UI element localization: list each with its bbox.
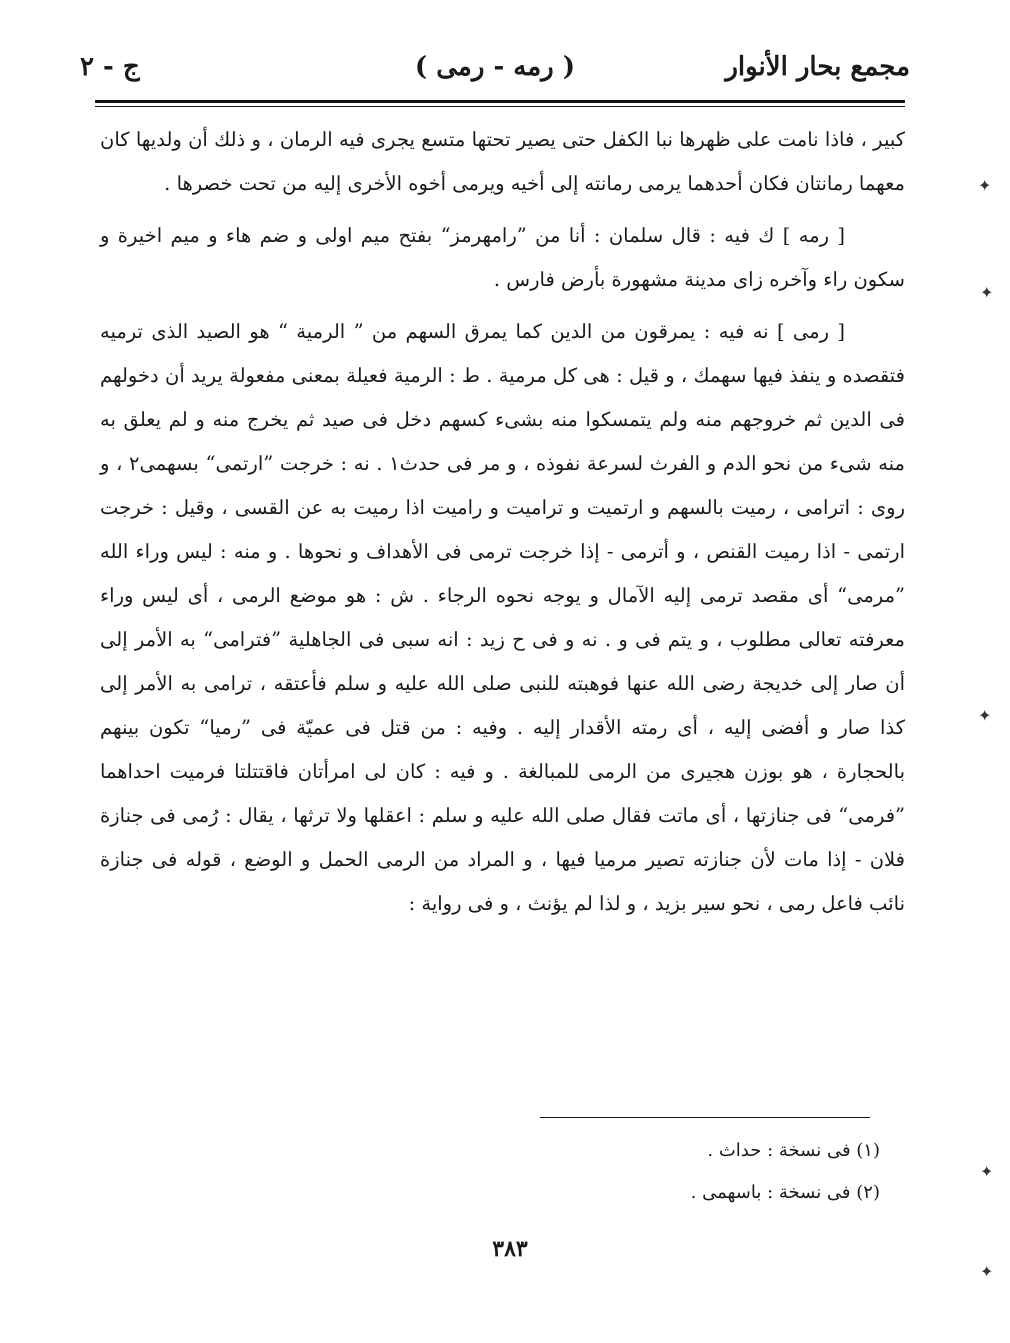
margin-mark: ✦	[980, 283, 994, 302]
margin-mark: ✦	[980, 1262, 994, 1281]
book-title: مجمع بحار الأنوار	[725, 52, 910, 82]
page-number: ٣٨٣	[492, 1236, 528, 1262]
paragraph-continuation: كبير ، فاذا نامت على ظهرها نبا الكفل حتى يصير تحتها متسع يجرى فيه الرمان ، و ذلك أن ولديها كان معهما رمانتان فكان أحدهما يرمى رمانته إلى أخيه ويرمى أخوه الأخرى إليه من تحت خصرها .	[100, 128, 905, 195]
header-rule-thin	[95, 106, 905, 107]
footnotes	[480, 1130, 880, 1214]
margin-mark: ✦	[978, 176, 992, 195]
paragraph-entry-rama: [ رمى ] نه فيه : يمرقون من الدين كما يمرق السهم من ” الرمية “ هو الصيد الذى ترميه فتقصده و ينفذ فيها سهمك ، و قيل : هى كل مرمية . ط : الرمية فعيلة بمعنى مفعولة يريد أن دخولهم فى الدين ثم خروجهم منه ولم يتمسكوا منه بشىء كسهم دخل فى صيد ثم يخرج منه و لم يعلق به منه شىء من نحو الدم و الفرث لسرعة نفوذه ، و مر فى حدث١ . نه : خرجت ”ارتمى“ بسهمى٢ ، و روى : اترامى ، رميت بالسهم و ارتميت و تراميت و راميت اذا رميت به عن القسى ، وقيل : خرجت ارتمى - اذا رميت القنص ، و أترمى - إذا خرجت ترمى فى الأهداف و نحوها . و منه : ليس وراء الله ”مرمى“ أى مقصد ترمى إليه الآمال و يوجه نحوه الرجاء . ش : هو موضع الرمى ، أى ليس وراء معرفته تعالى مطلوب ، و يتم فى و . نه و فى ح زيد : انه سبى فى الجاهلية ”فترامى“ به الأمر إلى أن صار إلى خديجة رضى الله عنها فوهبته للنبى صلى الله عليه و سلم فأعتقه ، ترامى به الأمر إلى كذا صار و أفضى إليه ، أى رمته الأقدار إليه . وفيه : من قتل فى عميّة فى ”رميا“ تكون بينهم بالحجارة ، هو بوزن هجيرى من الرمى للمبالغة . و فيه : كان لى امرأتان فاقتتلتا فرميت احداهما ”فرمى“ فى جنازتها ، أى ماتت فقال صلى الله عليه و سلم : اعقلها ولا ترثها ، يقال : رُمى فى جنازة فلان - إذا مات لأن جنازته تصير مرميا فيها ، و المراد من الرمى الحمل و الوضع ، قوله فى جنازة نائب فاعل رمى ، نحو سير بزيد ، و لذا لم يؤنث ، و فى رواية :	[100, 320, 906, 915]
volume-number: ج - ٢	[80, 52, 140, 82]
margin-mark: ✦	[980, 1162, 994, 1181]
paragraph-entry-ramah: [ رمه ] ك فيه : قال سلمان : أنا من ”رامهرمز“ بفتح ميم اولى و ضم هاء و ميم اخيرة و سكون راء وآخره زاى مدينة مشهورة بأرض فارس .	[100, 224, 905, 291]
header-rule-thick	[95, 100, 905, 103]
running-header	[80, 44, 910, 94]
footnote-1: (١) فى نسخة : حداث .	[707, 1140, 880, 1161]
footnote-2: (٢) فى نسخة : باسهمى .	[690, 1182, 880, 1203]
main-text	[100, 118, 905, 934]
footnote-rule	[540, 1117, 870, 1118]
margin-mark: ✦	[978, 706, 992, 725]
entry-range: ( رمه - رمى )	[414, 52, 576, 82]
